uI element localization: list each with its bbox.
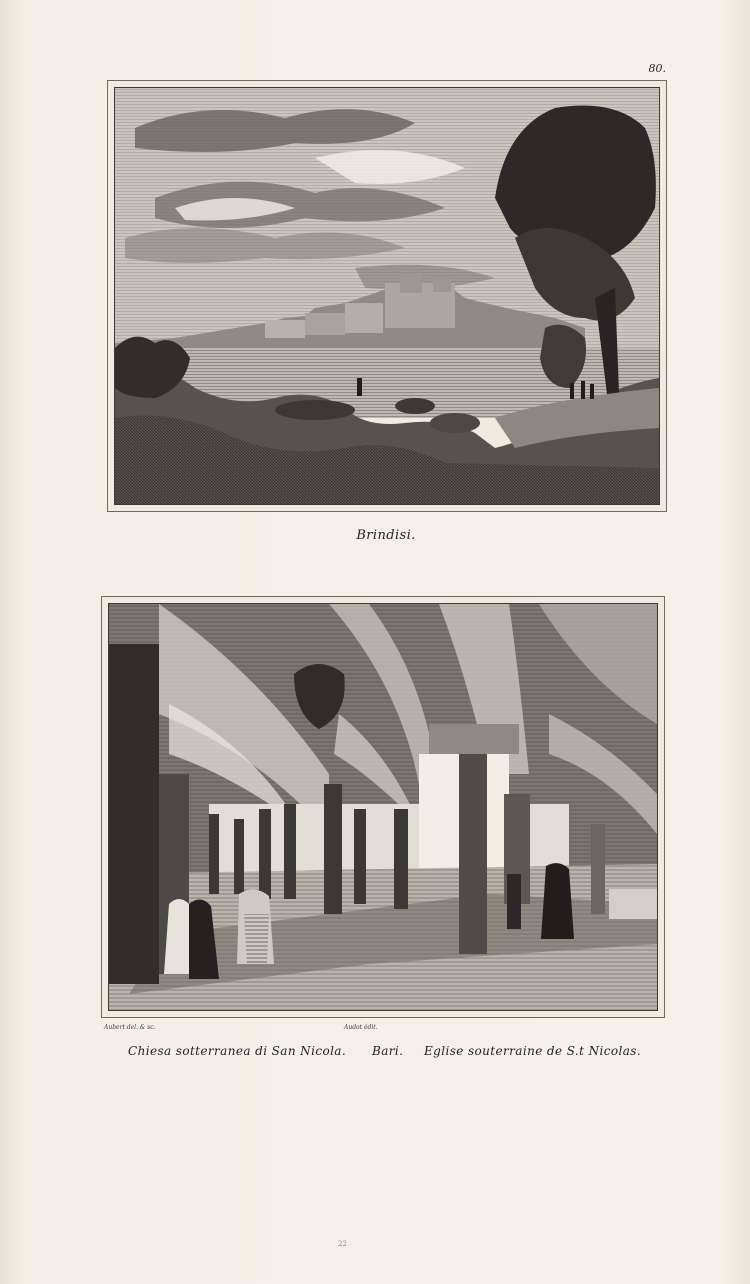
engraving-bari-crypt <box>108 603 658 1011</box>
engraving-bari-crypt-image <box>109 604 657 1010</box>
plate-caption-city: Bari. <box>372 1044 404 1058</box>
page-number: 80. <box>648 62 666 75</box>
engraving-brindisi-image <box>115 88 659 504</box>
plate-bari-crypt <box>101 596 665 1018</box>
plate-caption-italian: Chiesa sotterranea di San Nicola. <box>128 1044 347 1058</box>
plate-caption-brindisi: Brindisi. <box>356 528 416 543</box>
footer-mark: 22 <box>338 1240 347 1248</box>
publisher-credit: Audot édit. <box>344 1024 378 1031</box>
engraving-brindisi <box>114 87 660 505</box>
plate-caption-french: Eglise souterraine de S.t Nicolas. <box>424 1044 642 1058</box>
engraver-credit: Aubert del. & sc. <box>104 1024 156 1031</box>
plate-brindisi <box>107 80 667 512</box>
